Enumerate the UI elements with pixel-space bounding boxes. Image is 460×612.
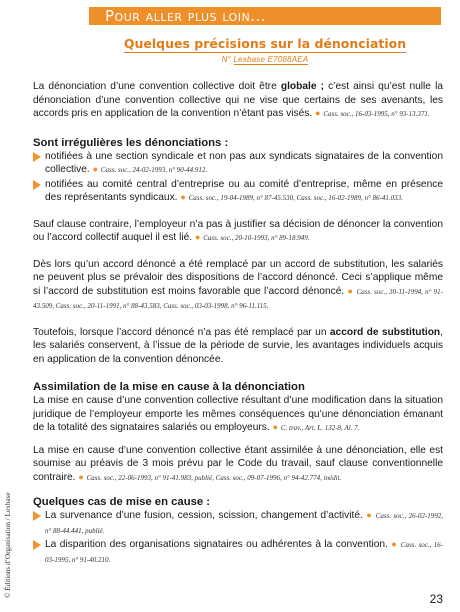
paragraph-globale <box>33 80 443 122</box>
para4-text-b: , les salariés conservent, à l’issue de la période de survie, les avantages individuels acquis en application de la convention dénoncée. <box>33 326 443 365</box>
citation: C. trav., Art. L. 132-8, Al. 7. <box>280 424 360 432</box>
bullet-dot-icon: ● <box>92 164 99 174</box>
reference-code <box>95 55 435 64</box>
citation: Cass. soc., 16-03-1995, n° 93-13.371. <box>323 110 430 118</box>
citation: Cass. soc., 20-10-1993, n° 89-18.949. <box>203 234 310 242</box>
copyright-sidebar <box>2 492 14 600</box>
section-subtitle <box>95 36 435 51</box>
list-item <box>33 538 443 567</box>
bullet-dot-icon: ● <box>272 422 278 432</box>
bullet-dot-icon: ● <box>180 192 186 202</box>
list-item <box>33 178 443 206</box>
bullet-dot-icon: ● <box>315 108 321 118</box>
bullet-dot-icon: ● <box>194 232 201 242</box>
citation: Cass. soc., 16-03-1995, n° 91-40.210. <box>45 541 443 564</box>
main-content <box>33 80 443 567</box>
citation: Cass. soc., 22-06-1993, n° 91-41.983, publié, Cass. soc., 09-07-1996, n° 94-42.774, inédit. <box>86 473 342 482</box>
citation: Cass. soc., 24-02-1993, n° 90-44.912. <box>100 166 208 174</box>
bullet-dot-icon: ● <box>391 539 398 549</box>
paragraph-toutefois <box>33 326 443 367</box>
citation: Cass. soc., 19-04-1989, n° 87-45.530, Cass. soc., 16-02-1989, n° 86-41.033. <box>188 194 403 202</box>
paragraph-mise-en-cause <box>33 394 443 436</box>
arrow-bullet-icon <box>33 540 41 550</box>
copyright-text: © Éditions d’Organisation / Lexbase <box>4 492 12 598</box>
ref-prefix: N° <box>221 55 232 64</box>
para2-text: Sauf clause contraire, l’employeur n’a pas à justifier sa décision de dénoncer la convention ou l’accord collectif auquel il est lié. <box>33 218 443 243</box>
page-number: 23 <box>429 592 443 606</box>
para4-bold: accord de substitution <box>329 326 441 338</box>
bullet-dot-icon: ● <box>366 510 373 520</box>
paragraph-sauf-clause <box>33 218 443 246</box>
heading-irregular: Sont irrégulières les dénonciations : <box>33 136 229 149</box>
list-item-text: notifiées à une section syndicale et non pas aux syndicats signataires de la convention collective. <box>45 150 443 175</box>
assimilation-p2: La mise en cause d’une convention collective étant assimilée à une dénonciation, elle est soumise au préavis de 3 mois prévu par le Code du travail, sauf clause conventionnelle contraire. <box>33 444 443 483</box>
heading-assimilation: Assimilation de la mise en cause à la dénonciation <box>33 381 305 393</box>
paragraph-substitution <box>33 258 443 314</box>
list-item <box>33 150 443 178</box>
para1-text-a: La dénonciation d’une convention collective doit être <box>33 81 281 92</box>
para3-text: Dès lors qu’un accord dénoncé a été remplacé par un accord de substitution, les salariés ne peuvent plus se prévaloir des dispositions de l’accord dénoncé. Ceci s’applique même si l’accord de substitution est moins favorable que l’accord dénoncé. <box>33 258 443 297</box>
para1-text-b: c’est ainsi qu’est nulle la dénonciation d’une convention collective qui ne vise que certains de ses avenants, les accords pris en application de la convention n’étant pas visés. <box>33 81 443 119</box>
bullet-dot-icon: ● <box>78 471 84 482</box>
subtitle-text: Quelques précisions sur la dénonciation <box>123 36 407 51</box>
para4-text-a: Toutefois, lorsque l’accord dénoncé n’a pas été remplacé par un <box>33 326 330 338</box>
assimilation-p1: La mise en cause d’une convention collective résultant d’une modification dans la situation juridique de l’employeur emporte les mêmes conséquences qu’une dénonciation émanant de la totalité des signataires salariés ou employeurs. <box>33 395 443 433</box>
arrow-bullet-icon <box>33 152 41 162</box>
list-item-text: La disparition des organisations signataires ou adhérentes à la convention. <box>45 539 388 550</box>
citation: Cass. soc., 26-02-1992, n° 88-44.441, publié. <box>45 512 443 535</box>
bullet-dot-icon: ● <box>347 285 354 296</box>
arrow-bullet-icon <box>33 511 41 521</box>
section-banner: Pour aller plus loin... <box>89 7 441 25</box>
arrow-bullet-icon <box>33 180 41 190</box>
para1-bold: globale ; <box>280 81 324 92</box>
paragraph-preavis <box>33 444 443 486</box>
list-item-text: La survenance d’une fusion, cession, scission, changement d’activité. <box>45 510 363 521</box>
citation: Cass. soc., 30-11-1994, n° 91-43.509, Cass. soc., 20-11-1991, n° 88-43.583, Cass. soc., 03-03-1998, n° 96-11.115. <box>33 287 443 310</box>
list-item <box>33 509 443 538</box>
ref-link[interactable]: Lexbase E7088AEA <box>233 55 309 64</box>
heading-cases: Quelques cas de mise en cause : <box>33 496 211 508</box>
list-item-text: notifiées au comité central d’entreprise ou au comité d’entreprise, même en présence des représentants syndicaux. <box>45 178 443 203</box>
